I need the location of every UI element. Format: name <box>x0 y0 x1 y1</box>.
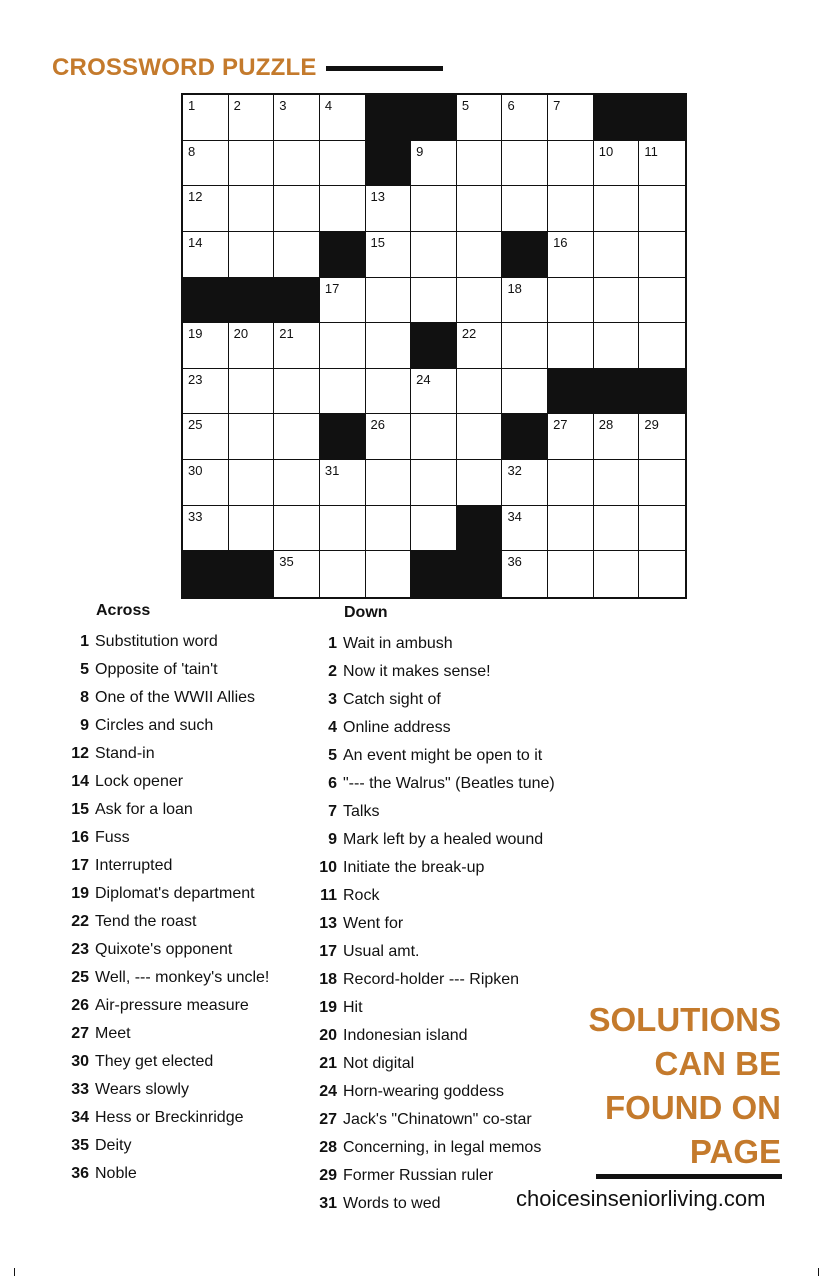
down-clue <box>303 742 555 770</box>
clue-number: 17 <box>71 857 89 874</box>
solutions-line: SOLUTIONS <box>588 1001 781 1038</box>
across-clue <box>55 1048 269 1076</box>
grid-cell[interactable] <box>183 323 229 369</box>
clue-number: 7 <box>328 803 337 820</box>
clue-text: Hit <box>343 999 363 1016</box>
grid-cell[interactable] <box>183 414 229 460</box>
across-clue <box>55 768 269 796</box>
clue-number: 23 <box>71 941 89 958</box>
grid-cell[interactable] <box>411 278 457 324</box>
down-clue <box>303 1106 555 1134</box>
grid-cell[interactable] <box>548 186 594 232</box>
clue-number: 2 <box>328 663 337 680</box>
grid-cell[interactable] <box>366 506 412 552</box>
clue-text: Opposite of 'tain't <box>95 661 218 678</box>
clue-number: 18 <box>507 280 522 296</box>
grid-cell[interactable] <box>548 232 594 278</box>
grid-cell[interactable] <box>594 232 640 278</box>
grid-black-cell <box>457 551 503 597</box>
clue-text: Wears slowly <box>95 1081 189 1098</box>
grid-cell[interactable] <box>457 323 503 369</box>
clue-text: Interrupted <box>95 857 173 874</box>
grid-black-cell <box>502 414 548 460</box>
down-clue <box>303 798 555 826</box>
grid-cell[interactable] <box>411 141 457 187</box>
grid-cell[interactable] <box>594 141 640 187</box>
grid-cell[interactable] <box>229 369 275 415</box>
clue-text: Not digital <box>343 1055 415 1072</box>
clue-text: Now it makes sense! <box>343 663 491 680</box>
grid-cell[interactable] <box>457 460 503 506</box>
grid-cell[interactable] <box>457 278 503 324</box>
grid-cell[interactable] <box>639 278 685 324</box>
clue-number: 12 <box>71 745 89 762</box>
clue-number: 1 <box>188 98 196 113</box>
down-clue <box>303 938 555 966</box>
website-link[interactable]: choicesinseniorliving.com <box>516 1186 766 1211</box>
solutions-rule <box>596 1174 782 1179</box>
clue-text: "--- the Walrus" (Beatles tune) <box>343 775 555 792</box>
across-clue <box>55 740 269 768</box>
grid-cell[interactable] <box>411 186 457 232</box>
grid-cell[interactable] <box>183 369 229 415</box>
grid-black-cell <box>411 551 457 597</box>
grid-cell[interactable] <box>548 278 594 324</box>
across-clue <box>55 964 269 992</box>
crop-mark <box>818 1268 819 1276</box>
across-clue <box>55 796 269 824</box>
grid-cell[interactable] <box>502 506 548 552</box>
grid-cell[interactable] <box>594 278 640 324</box>
down-clue <box>303 686 555 714</box>
grid-cell[interactable] <box>183 95 229 141</box>
clue-text: Well, --- monkey's uncle! <box>95 969 270 986</box>
grid-black-cell <box>366 95 412 141</box>
grid-cell[interactable] <box>274 414 320 460</box>
page-title: CROSSWORD PUZZLE <box>52 54 317 81</box>
grid-cell[interactable] <box>229 232 275 278</box>
down-clue <box>303 630 555 658</box>
clue-text: Rock <box>343 887 380 904</box>
clue-number: 1 <box>328 635 337 652</box>
grid-black-cell <box>411 95 457 141</box>
clue-number: 15 <box>370 234 385 250</box>
clue-text: An event might be open to it <box>343 747 543 764</box>
grid-cell[interactable] <box>502 186 548 232</box>
clue-number: 27 <box>553 417 568 433</box>
clue-number: 9 <box>416 143 424 159</box>
down-clue <box>303 1022 555 1050</box>
down-list <box>303 630 555 1218</box>
grid-cell[interactable] <box>274 506 320 552</box>
across-clues <box>55 602 269 1188</box>
grid-cell[interactable] <box>594 506 640 552</box>
clue-text: Concerning, in legal memos <box>343 1139 542 1156</box>
grid-cell[interactable] <box>502 141 548 187</box>
title-rule <box>326 66 443 71</box>
grid-cell[interactable] <box>457 95 503 141</box>
solutions-line: CAN BE <box>654 1045 781 1082</box>
clue-number: 35 <box>71 1137 89 1154</box>
clue-number: 31 <box>319 1195 337 1212</box>
clue-text: Initiate the break-up <box>343 859 485 876</box>
clue-number: 5 <box>328 747 337 764</box>
clue-number: 20 <box>233 326 249 342</box>
clue-number: 29 <box>644 417 659 433</box>
clue-text: Record-holder --- Ripken <box>343 971 520 988</box>
grid-cell[interactable] <box>639 506 685 552</box>
grid-cell[interactable] <box>457 186 503 232</box>
clue-text: One of the WWII Allies <box>95 689 256 706</box>
grid-cell[interactable] <box>320 141 366 187</box>
grid-cell[interactable] <box>639 460 685 506</box>
grid-cell[interactable] <box>502 95 548 141</box>
clue-number: 17 <box>324 280 340 296</box>
across-clue <box>55 1104 269 1132</box>
clue-text: Went for <box>343 915 404 932</box>
grid-cell[interactable] <box>229 95 275 141</box>
down-clue <box>303 714 555 742</box>
grid-cell[interactable] <box>548 141 594 187</box>
clue-text: Deity <box>95 1137 132 1154</box>
clue-number: 30 <box>188 463 203 479</box>
clue-number: 12 <box>188 189 203 205</box>
clue-text: Hess or Breckinridge <box>95 1109 244 1126</box>
grid-cell[interactable] <box>594 186 640 232</box>
clue-text: Online address <box>343 719 451 736</box>
clue-text: They get elected <box>95 1053 214 1070</box>
clue-number: 24 <box>319 1083 337 1100</box>
grid-cell[interactable] <box>183 506 229 552</box>
across-clue <box>55 1076 269 1104</box>
clue-number: 26 <box>370 417 385 433</box>
down-clue <box>303 854 555 882</box>
across-clue <box>55 684 269 712</box>
grid-cell[interactable] <box>274 323 320 369</box>
grid-black-cell <box>229 278 275 324</box>
grid-black-cell <box>183 278 229 324</box>
grid-cell[interactable] <box>411 414 457 460</box>
grid-cell[interactable] <box>274 460 320 506</box>
clue-number: 36 <box>71 1165 89 1182</box>
grid-black-cell <box>502 232 548 278</box>
grid-cell[interactable] <box>320 95 366 141</box>
across-clue <box>55 656 269 684</box>
grid-cell[interactable] <box>594 551 640 597</box>
grid-cell[interactable] <box>502 323 548 369</box>
clue-number: 6 <box>328 775 337 792</box>
down-clue <box>303 770 555 798</box>
grid-cell[interactable] <box>183 232 229 278</box>
clue-number: 8 <box>188 143 196 159</box>
grid-cell[interactable] <box>411 460 457 506</box>
across-clue <box>55 1020 269 1048</box>
clue-number: 27 <box>319 1111 337 1128</box>
grid-cell[interactable] <box>411 369 457 415</box>
grid-cell[interactable] <box>639 232 685 278</box>
grid-cell[interactable] <box>594 323 640 369</box>
grid-cell[interactable] <box>229 323 275 369</box>
grid-cell[interactable] <box>502 369 548 415</box>
grid-cell[interactable] <box>639 323 685 369</box>
grid-cell[interactable] <box>366 278 412 324</box>
grid-black-cell <box>229 551 275 597</box>
grid-cell[interactable] <box>411 506 457 552</box>
grid-cell[interactable] <box>183 186 229 232</box>
across-clue <box>55 712 269 740</box>
clue-number: 3 <box>328 691 337 708</box>
clue-text: Former Russian ruler <box>343 1167 494 1184</box>
clue-number: 28 <box>598 417 614 433</box>
grid-cell[interactable] <box>366 186 412 232</box>
grid-cell[interactable] <box>366 323 412 369</box>
clue-number: 22 <box>71 913 89 930</box>
grid-black-cell <box>457 506 503 552</box>
down-heading: Down <box>344 604 388 621</box>
grid-cell[interactable] <box>411 232 457 278</box>
clue-text: Usual amt. <box>343 943 420 960</box>
clue-text: Fuss <box>95 829 130 846</box>
clue-number: 30 <box>71 1053 89 1070</box>
clue-text: Diplomat's department <box>95 885 255 902</box>
grid-cell[interactable] <box>274 369 320 415</box>
grid-cell[interactable] <box>366 460 412 506</box>
grid-cell[interactable] <box>229 414 275 460</box>
across-clue <box>55 1160 269 1188</box>
clue-text: Talks <box>343 803 380 820</box>
clue-number: 25 <box>188 417 203 433</box>
clue-number: 13 <box>319 915 337 932</box>
solutions-line: PAGE <box>689 1133 781 1170</box>
clue-number: 10 <box>319 859 337 876</box>
clue-text: Horn-wearing goddess <box>343 1083 504 1100</box>
grid-cell[interactable] <box>274 95 320 141</box>
clue-text: Noble <box>95 1165 137 1182</box>
clue-number: 19 <box>188 326 203 342</box>
grid-cell[interactable] <box>639 551 685 597</box>
clue-text: Tend the roast <box>95 913 197 930</box>
down-clue <box>303 826 555 854</box>
grid-cell[interactable] <box>183 141 229 187</box>
clue-number: 7 <box>553 98 561 113</box>
grid-cell[interactable] <box>594 414 640 460</box>
clue-number: 34 <box>71 1109 89 1126</box>
clue-number: 20 <box>319 1027 337 1044</box>
grid-cell[interactable] <box>639 141 685 187</box>
grid-cell[interactable] <box>548 323 594 369</box>
grid-cell[interactable] <box>320 369 366 415</box>
grid-cell[interactable] <box>229 186 275 232</box>
down-clue <box>303 882 555 910</box>
clue-number: 9 <box>80 717 89 734</box>
across-list <box>55 628 269 1188</box>
across-clue <box>55 628 269 656</box>
clue-number: 19 <box>319 999 337 1016</box>
down-clues <box>303 604 555 1218</box>
clue-number: 24 <box>416 371 431 387</box>
grid-cell[interactable] <box>366 551 412 597</box>
clue-number: 1 <box>80 633 89 650</box>
clue-number: 27 <box>71 1025 89 1042</box>
grid-black-cell <box>548 369 594 415</box>
clue-text: Quixote's opponent <box>95 941 233 958</box>
across-clue <box>55 992 269 1020</box>
clue-number: 28 <box>319 1139 337 1156</box>
clue-number: 11 <box>644 143 658 159</box>
grid-cell[interactable] <box>320 323 366 369</box>
clue-number: 34 <box>507 508 522 524</box>
clue-number: 35 <box>279 554 294 570</box>
clue-text: Lock opener <box>95 773 184 790</box>
clue-number: 32 <box>507 463 522 479</box>
grid-black-cell <box>366 141 412 187</box>
grid-cell[interactable] <box>639 186 685 232</box>
grid-cell[interactable] <box>457 414 503 460</box>
down-clue <box>303 1078 555 1106</box>
grid-cell[interactable] <box>274 141 320 187</box>
clue-number: 31 <box>324 463 340 479</box>
clue-text: Wait in ambush <box>343 635 453 652</box>
crop-mark <box>14 1268 15 1276</box>
grid-cell[interactable] <box>548 551 594 597</box>
clue-number: 3 <box>279 98 287 113</box>
grid-cell[interactable] <box>320 551 366 597</box>
clue-number: 14 <box>71 773 89 790</box>
down-clue <box>303 994 555 1022</box>
clue-text: Words to wed <box>343 1195 441 1212</box>
grid-cell[interactable] <box>502 460 548 506</box>
clue-number: 21 <box>319 1055 337 1072</box>
across-clue <box>55 908 269 936</box>
clue-number: 33 <box>71 1081 89 1098</box>
down-clue <box>303 966 555 994</box>
across-clue <box>55 824 269 852</box>
grid-cell[interactable] <box>229 506 275 552</box>
grid-black-cell <box>639 95 685 141</box>
grid-cell[interactable] <box>229 460 275 506</box>
grid-cell[interactable] <box>183 460 229 506</box>
grid-black-cell <box>320 232 366 278</box>
clue-number: 22 <box>461 326 477 342</box>
grid-black-cell <box>274 278 320 324</box>
across-clue <box>55 936 269 964</box>
grid-cell[interactable] <box>457 232 503 278</box>
grid-cell[interactable] <box>548 95 594 141</box>
clue-number: 11 <box>320 887 337 904</box>
clue-text: Indonesian island <box>343 1027 468 1044</box>
grid-cell[interactable] <box>639 414 685 460</box>
grid-cell[interactable] <box>274 232 320 278</box>
clue-number: 13 <box>370 189 385 205</box>
clue-number: 26 <box>71 997 89 1014</box>
clue-number: 33 <box>188 508 203 524</box>
clue-number: 29 <box>319 1167 337 1184</box>
grid-black-cell <box>594 369 640 415</box>
clue-text: Ask for a loan <box>95 801 193 818</box>
clue-number: 17 <box>319 943 337 960</box>
grid-cell[interactable] <box>366 414 412 460</box>
down-clue <box>303 910 555 938</box>
down-clue <box>303 658 555 686</box>
clue-text: Stand-in <box>95 745 155 762</box>
grid-cell[interactable] <box>502 278 548 324</box>
down-clue <box>303 1134 555 1162</box>
grid-black-cell <box>411 323 457 369</box>
across-clue <box>55 880 269 908</box>
grid-cell[interactable] <box>548 506 594 552</box>
clue-number: 8 <box>80 689 89 706</box>
solutions-line: FOUND ON <box>605 1089 781 1126</box>
clue-number: 6 <box>507 98 515 113</box>
clue-number: 14 <box>188 234 203 250</box>
clue-number: 19 <box>71 885 89 902</box>
clue-number: 2 <box>233 98 241 113</box>
down-clue <box>303 1050 555 1078</box>
across-heading: Across <box>96 602 151 619</box>
grid-cell[interactable] <box>548 414 594 460</box>
grid-cell[interactable] <box>274 551 320 597</box>
clue-number: 10 <box>598 143 614 159</box>
clue-text: Meet <box>95 1025 131 1042</box>
grid-cell[interactable] <box>594 460 640 506</box>
solutions-note <box>541 998 781 1174</box>
grid-black-cell <box>639 369 685 415</box>
clue-number: 15 <box>71 801 89 818</box>
clue-text: Substitution word <box>95 633 218 650</box>
grid-cell[interactable] <box>320 186 366 232</box>
grid-cell[interactable] <box>320 278 366 324</box>
grid-black-cell <box>183 551 229 597</box>
grid-cell[interactable] <box>457 369 503 415</box>
crossword-grid <box>181 93 687 599</box>
clue-text: Air-pressure measure <box>95 997 249 1014</box>
clue-number: 25 <box>71 969 89 986</box>
clue-text: Mark left by a healed wound <box>343 831 544 848</box>
grid-cell[interactable] <box>320 506 366 552</box>
grid-cell[interactable] <box>548 460 594 506</box>
clue-number: 21 <box>279 326 294 342</box>
grid-black-cell <box>594 95 640 141</box>
clue-number: 18 <box>319 971 337 988</box>
grid-cell[interactable] <box>320 460 366 506</box>
across-clue <box>55 852 269 880</box>
clue-text: Catch sight of <box>343 691 441 708</box>
clue-number: 36 <box>507 554 522 570</box>
grid-black-cell <box>320 414 366 460</box>
clue-number: 23 <box>188 371 203 387</box>
clue-number: 4 <box>328 719 337 736</box>
clue-text: Circles and such <box>95 717 214 734</box>
grid-cell[interactable] <box>502 551 548 597</box>
grid-cell[interactable] <box>274 186 320 232</box>
clue-number: 16 <box>71 829 89 846</box>
grid-cell[interactable] <box>457 141 503 187</box>
grid-cell[interactable] <box>229 141 275 187</box>
across-clue <box>55 1132 269 1160</box>
clue-number: 5 <box>80 661 89 678</box>
clue-number: 5 <box>461 98 470 113</box>
clue-number: 4 <box>324 98 333 113</box>
grid-cell[interactable] <box>366 369 412 415</box>
clue-number: 16 <box>553 234 568 250</box>
clue-number: 9 <box>328 831 337 848</box>
grid-cell[interactable] <box>366 232 412 278</box>
clue-text: Jack's "Chinatown" co-star <box>343 1111 532 1128</box>
